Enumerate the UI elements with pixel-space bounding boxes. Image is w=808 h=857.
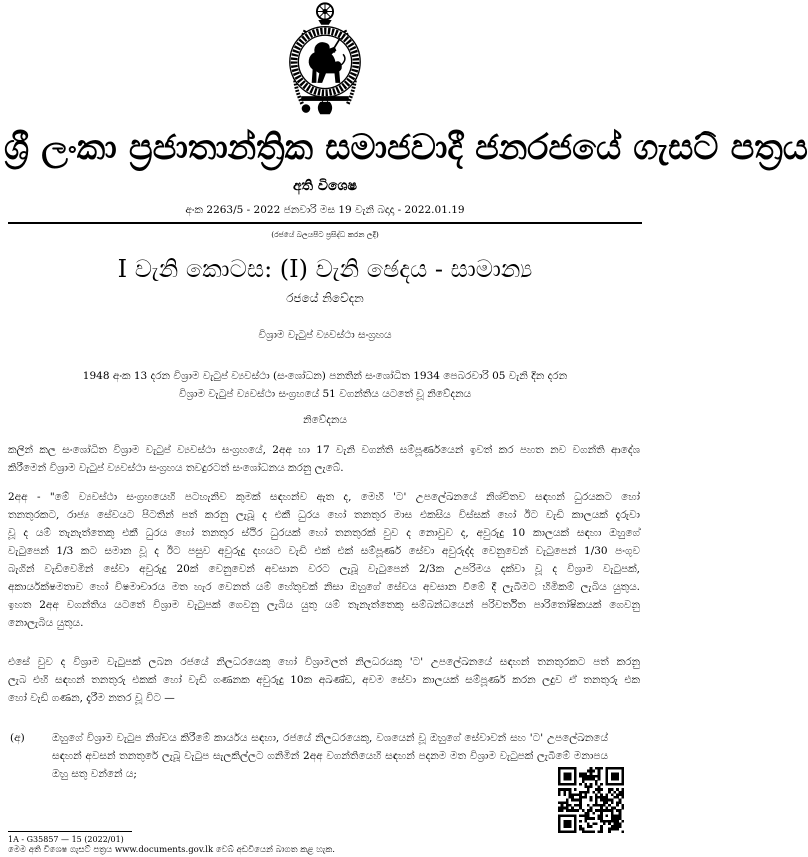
list-item-marker: (අ) <box>10 732 25 744</box>
paragraph-line: අකාර්යක්ෂමතාව හෝ විෂමාචාරය මත හැර වෙනත් යම් හේතුවක් නිසා ඔහුගේ සේවය අවසාන වීමේ දී ලැබීමට හිමිකම් ලැබිය යුතුය. <box>8 581 640 593</box>
footer-reference: 1A - G35857 — 15 (2022/01) <box>8 835 124 844</box>
moon-icon <box>340 104 345 114</box>
paragraph-line: එසේ වුව ද විශ්‍රාම වැටුපක් ලබන රජයේ නිලධරයෙකු හෝ විශ්‍රාමලත් නිලධරයකු 'ට' උපලේඛනයේ සඳහන් තනතුරකට පත් කරනු <box>8 656 640 668</box>
edition-label: අති විශෙෂ <box>293 178 357 194</box>
paragraph-line: 2අඅ - "මේ ව්‍යවස්ථා සංග්‍රහයෙහි පටහැනිව කුමක් සඳහන්ව ඇත ද, මෙහි 'ට' උපලේඛනයේ නිශ්චිතව සඳහන් ධුරයකට හෝ <box>8 491 640 503</box>
paragraph-line: වූ ද යම් තැනැත්තෙකු එකී ධුරය හෝ තනතුර ස්ථිර ධුරයක් හෝ තනතුරක් වුව ද නොවුව ද, අවුරුදු 10 කාලයක් සඳහා ඔහුගේ <box>8 527 640 539</box>
paragraph-line: බැගින් වැඩිවෙමින් සේවා අවුරුදු 20ක් වෙනුවෙන් අවසාන වරට ලැබූ වැටුපෙන් 2/3ක උපරිමය දක්වා වූ ද විශ්‍රාම වැටුපක්, <box>8 563 640 575</box>
paragraph-line: ඉහත 2අඅ වගන්තිය යටතේ විශ්‍රාම වැටුපක් ගෙවනු ලැබිය යුතු යම් තැනැත්තෙකු සම්බන්ධයෙන් පරිවර්තිත පාරිතෝෂිකයක් ගෙවනු <box>8 599 640 611</box>
code-title: විශ්‍රාම වැටුප් ව්‍යවස්ථා සංග්‍රහය <box>258 329 392 341</box>
paragraph-line: හෝ වැඩි ගණන, දැරීම නතර වූ විට — <box>8 692 175 704</box>
qr-code-icon <box>558 767 624 833</box>
paragraph-line: කලින් කල සංශෝධිත විශ්‍රාම වැටුප් ව්‍යවස්ථා සංග්‍රහයේ, 2අඅ හා 17 වැනි වගන්ති සම්පූර්ණයෙන් ඉවත් කර පහත නව වගන්ති ආදේශ <box>8 444 640 456</box>
paragraph-line: කිරීමෙන් විශ්‍රාම වැටුප් ව්‍යවස්ථා සංග්‍රහය තවදුරටත් සංශෝධනය කරනු ලැබේ. <box>8 462 344 474</box>
gazette-title: ශ්‍රී ලංකා ප්‍රජාතාන්ත්‍රික සමාජවාදී ජනරජයේ ගැසට් පත්‍රය <box>4 127 808 168</box>
paragraph-line: වැටුපෙන් 1/3 කට සමාන වූ ද ඊට පසුව අවුරුදු දහයට වැඩි එක් එක් සම්පූර්ණ සේවා අවුරුද්ද වෙනුවෙන් වැටුපෙන් 1/30 පංගුව <box>8 545 640 557</box>
issue-line: අංක 2263/5 - 2022 ජනවාරි මස 19 වැනි බදාදා - 2022.01.19 <box>185 204 465 216</box>
sun-icon <box>302 104 311 113</box>
paragraph-line: නොලැබිය යුතුය. <box>8 617 84 629</box>
list-item-line: ඔහුගේ විශ්‍රාම වැටුප නිශ්චය කිරීමේ කාර්යය සඳහා, රජයේ නිලධරයෙකු, වශයෙන් වූ ඔහුගේ සේවාවන් සහ 'ට' උපලේඛනයේ <box>52 732 608 744</box>
paragraph-line: ලැබ එහි සඳහන් තනතුරු එකක් හෝ වැඩි ගණනක අවුරුදු 10ක අඛණ්ඩ, අවම සේවා කාලයක් සම්පූර්ණ කරන ලදුව ඒ තනතුරු එක <box>8 674 640 686</box>
section-heading: රජයේ නිවේදන <box>286 291 364 305</box>
footer-rule <box>8 831 132 832</box>
part-heading: I වැනි කොටස: (I) වැනි ඡෙදය - සාමාන්‍ය <box>117 255 533 283</box>
list-item-line: සඳහන් අවසන් තනතුරේ ලැබූ වැටුප සැලකිල්ලට ගනිමින් 2අඅ වගන්තියෙහි සඳහන් පදනම මත විශ්‍රාම වැටුපක් ලැබීමේ මනාපය <box>52 750 608 762</box>
national-emblem-icon <box>282 1 368 119</box>
list-item-line: ඔහු සතු වන්නේ ය; <box>52 768 137 780</box>
published-by: (රජයේ බලයපිට ප්‍රසිද්ධ කරන ලදී) <box>271 230 379 239</box>
paragraph-line: තනතුරකට, රාජ්‍ය සේවයට පිටතින් පත් කරනු ලැබූ ද එකී ධුරය හෝ තනතුර මාස එකසිය විස්සක් හෝ ඊට වැඩි කාලයක් දැරුවා <box>8 509 640 521</box>
notice-subtitle-line: විශ්‍රාම වැටුප් ව්‍යවස්ථා සංග්‍රහයේ 51 වගන්තිය යටතේ වූ නිවේදනය <box>178 388 472 400</box>
dharmachakra-icon <box>317 3 333 19</box>
masthead-rule <box>8 222 642 224</box>
footer-download-note: මෙම අති විශෙෂ ගැසට් පත්‍රය www.documents.gov.lk වෙබ් අඩවියෙන් බාගත කළ හැක. <box>8 845 335 855</box>
notice-subtitle-line: 1948 අංක 13 දරන විශ්‍රාම වැටුප් ව්‍යවස්ථා (සංශෝධන) පනතින් සංශෝධිත 1934 පෙබරවාරි 05 වැනි දින දරන <box>82 370 568 382</box>
notice-label: නිවේදනය <box>303 414 347 426</box>
